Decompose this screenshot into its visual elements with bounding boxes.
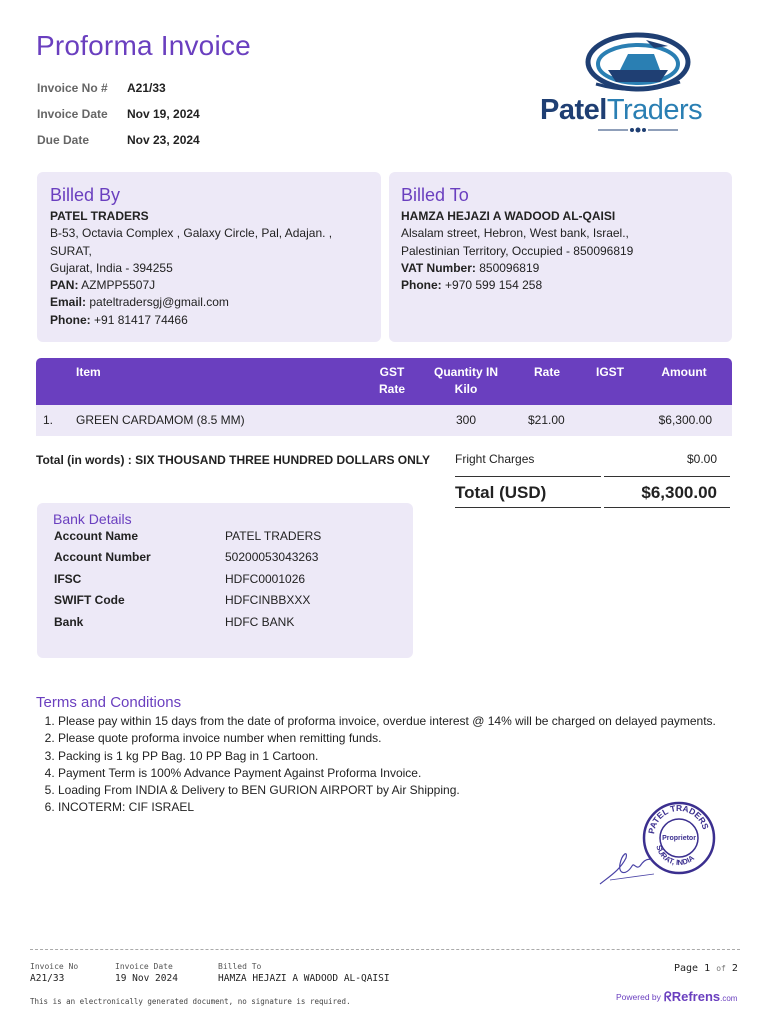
billed-by-address-line: B-53, Octavia Complex , Galaxy Circle, Pal, Adajan. , <box>50 226 333 241</box>
row-number: 1. <box>43 413 54 427</box>
document-title: Proforma Invoice <box>36 30 251 61</box>
refrens-logo[interactable]: ᖇRefrens.com <box>664 989 738 1004</box>
due-date-label: Due Date <box>37 133 90 147</box>
billed-to-title: Billed To <box>401 185 469 205</box>
footer-billed-to-label: Billed To <box>218 962 262 971</box>
invoice-no-label: Invoice No # <box>37 81 108 95</box>
bank-label: Account Name <box>54 529 139 543</box>
col-igst: IGST <box>595 365 624 379</box>
divider <box>455 507 601 508</box>
terms-item: 3. Packing is 1 kg PP Bag. 10 PP Bag in 1 Cartoon. <box>58 748 738 765</box>
bank-value: HDFC BANK <box>225 615 295 629</box>
footer-billed-to: HAMZA HEJAZI A WADOOD AL-QAISI <box>218 973 390 984</box>
bank-label: IFSC <box>54 572 82 586</box>
footer-invoice-no-label: Invoice No <box>30 962 79 971</box>
billed-by-phone: Phone: +91 81417 74466 <box>50 312 188 327</box>
billed-by-name: PATEL TRADERS <box>50 209 149 223</box>
row-quantity: 300 <box>456 413 477 427</box>
row-item: GREEN CARDAMOM (8.5 MM) <box>76 413 245 427</box>
bank-label: Account Number <box>54 550 151 564</box>
terms-item: 4. Payment Term is 100% Advance Payment Against Proforma Invoice. <box>58 765 738 782</box>
terms-item: 6. INCOTERM: CIF ISRAEL <box>58 799 738 816</box>
due-date-value: Nov 23, 2024 <box>127 133 200 147</box>
col-item: Item <box>76 365 101 379</box>
billed-by-pan: PAN: AZMPP5507J <box>50 278 156 293</box>
col-gst-rate: GST Rate <box>378 365 405 396</box>
terms-title: Terms and Conditions <box>36 694 182 711</box>
company-stamp-icon <box>596 800 722 890</box>
svg-text:PATEL TRADERS: PATEL TRADERS <box>646 802 711 835</box>
bank-value: PATEL TRADERS <box>225 529 322 543</box>
bank-details-card <box>37 503 413 658</box>
bank-label: Bank <box>54 615 84 629</box>
bank-details-title: Bank Details <box>53 511 132 527</box>
billed-to-vat: VAT Number: 850096819 <box>401 260 540 275</box>
col-quantity: Quantity IN Kilo <box>433 365 498 396</box>
invoice-date-value: Nov 19, 2024 <box>127 107 200 121</box>
billed-by-email: Email: pateltradersgj@gmail.com <box>50 295 229 310</box>
footer-invoice-no: A21/33 <box>30 973 65 984</box>
divider <box>604 476 730 477</box>
billed-to-address-line: Alsalam street, Hebron, West bank, Israel., <box>401 226 629 241</box>
svg-text:SURAT, INDIA: SURAT, INDIA <box>654 844 696 868</box>
bank-value: HDFCINBBXXX <box>225 593 311 607</box>
row-rate: $21.00 <box>528 413 565 427</box>
company-logo-text: PatelTraders <box>540 94 703 126</box>
invoice-date-label: Invoice Date <box>37 107 108 121</box>
billed-to-card <box>389 172 732 342</box>
powered-by-label: Powered by <box>616 992 661 1002</box>
billed-by-address-line: SURAT, <box>50 243 92 258</box>
svg-text:Proprietor: Proprietor <box>662 835 696 842</box>
billed-to-address-line: Palestinian Territory, Occupied - 850096819 <box>401 243 634 258</box>
bank-value: 50200053043263 <box>225 550 319 564</box>
fright-charges-value: $0.00 <box>686 452 717 466</box>
divider <box>455 476 601 477</box>
total-in-words: Total (in words) : SIX THOUSAND THREE HUNDRED DOLLARS ONLY <box>36 453 431 467</box>
col-amount: Amount <box>661 365 707 379</box>
items-table-header <box>36 358 732 405</box>
invoice-no-value: A21/33 <box>127 81 166 95</box>
fright-charges-label: Fright Charges <box>455 452 535 466</box>
total-value: $6,300.00 <box>641 483 717 502</box>
terms-item: 1. Please pay within 15 days from the date of proforma invoice, overdue interest @ 14% will be charged on delayed payments. <box>58 713 738 730</box>
col-rate: Rate <box>533 365 560 379</box>
bank-label: SWIFT Code <box>54 593 125 607</box>
billed-to-name: HAMZA HEJAZI A WADOOD AL-QAISI <box>401 209 616 223</box>
refrens-r-icon: ᖇ <box>664 989 672 1004</box>
footer-divider <box>30 949 740 950</box>
bank-value: HDFC0001026 <box>225 572 306 586</box>
page-indicator: Page 1 of 2 <box>674 963 738 974</box>
billed-by-title: Billed By <box>50 185 121 205</box>
billed-to-phone: Phone: +970 599 154 258 <box>401 278 543 293</box>
row-amount: $6,300.00 <box>658 413 712 427</box>
billed-by-address-line: Gujarat, India - 394255 <box>50 260 173 275</box>
terms-item: 5. Loading From INDIA & Delivery to BEN GURION AIRPORT by Air Shipping. <box>58 782 738 799</box>
billed-by-card <box>37 172 381 342</box>
footer-invoice-date: 19 Nov 2024 <box>115 973 178 984</box>
footer-invoice-date-label: Invoice Date <box>115 962 173 971</box>
divider <box>604 507 730 508</box>
footer-note: This is an electronically generated document, no signature is required. <box>30 997 351 1006</box>
table-row <box>36 405 732 436</box>
terms-item: 2. Please quote proforma invoice number when remitting funds. <box>58 730 738 747</box>
total-label: Total (USD) <box>455 483 547 502</box>
